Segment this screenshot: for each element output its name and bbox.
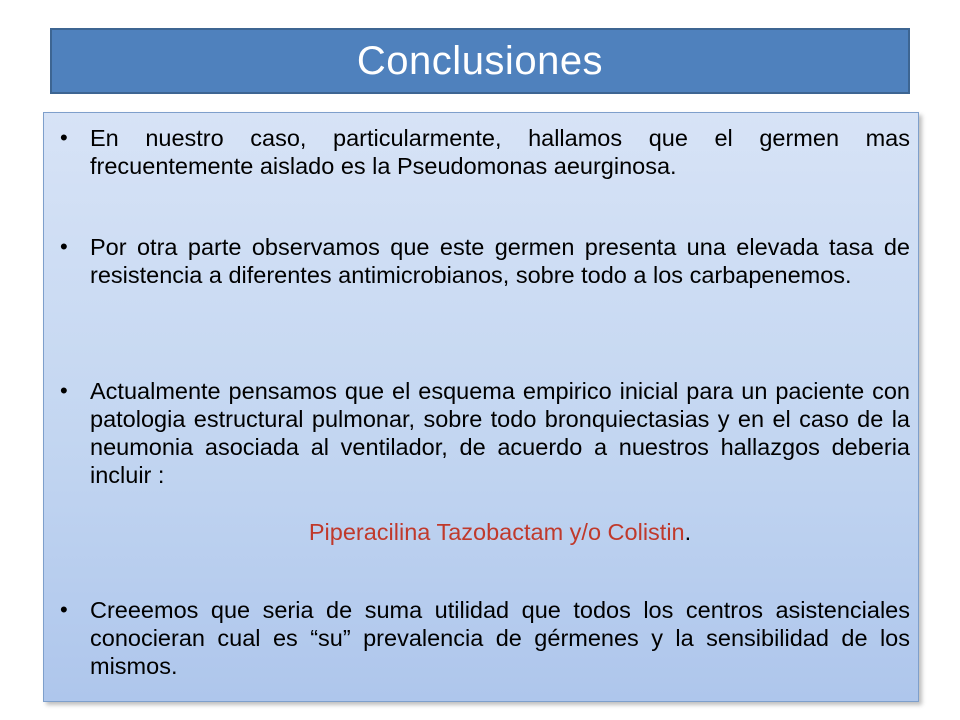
- bullet-text: Por otra parte observamos que este germen presenta una elevada tasa de resistencia a diferentes antimicrobianos, sobre todo a los carbapenemos.: [90, 234, 910, 288]
- recommended-treatment: [90, 518, 910, 546]
- bullet-marker: •: [60, 378, 68, 403]
- title-banner: [50, 28, 910, 94]
- bullet-item: [52, 596, 910, 680]
- bullet-item: [52, 233, 910, 289]
- bullet-marker: •: [60, 125, 68, 150]
- bullet-item: [52, 377, 910, 489]
- bullet-text: Creeemos que seria de suma utilidad que todos los centros asistenciales conocieran cual es “su” prevalencia de gérmenes y la sensibilidad de los mismos.: [90, 597, 910, 679]
- bullet-text: En nuestro caso, particularmente, hallamos que el germen mas frecuentemente aislado es la Pseudomonas aeurginosa.: [90, 125, 910, 179]
- treatment-period: .: [684, 519, 692, 545]
- bullet-marker: •: [60, 234, 68, 259]
- bullet-text: Actualmente pensamos que el esquema empirico inicial para un paciente con patologia estructural pulmonar, sobre todo bronquiectasias y en el caso de la neumonia asociada al ventilador, de acuerdo a nuestros hallazgos deberia incluir :: [90, 378, 910, 488]
- bullet-marker: •: [60, 597, 68, 622]
- bullet-item: [52, 124, 910, 180]
- treatment-highlight: Piperacilina Tazobactam y/o Colistin: [308, 519, 685, 545]
- slide-title: Conclusiones: [356, 38, 604, 83]
